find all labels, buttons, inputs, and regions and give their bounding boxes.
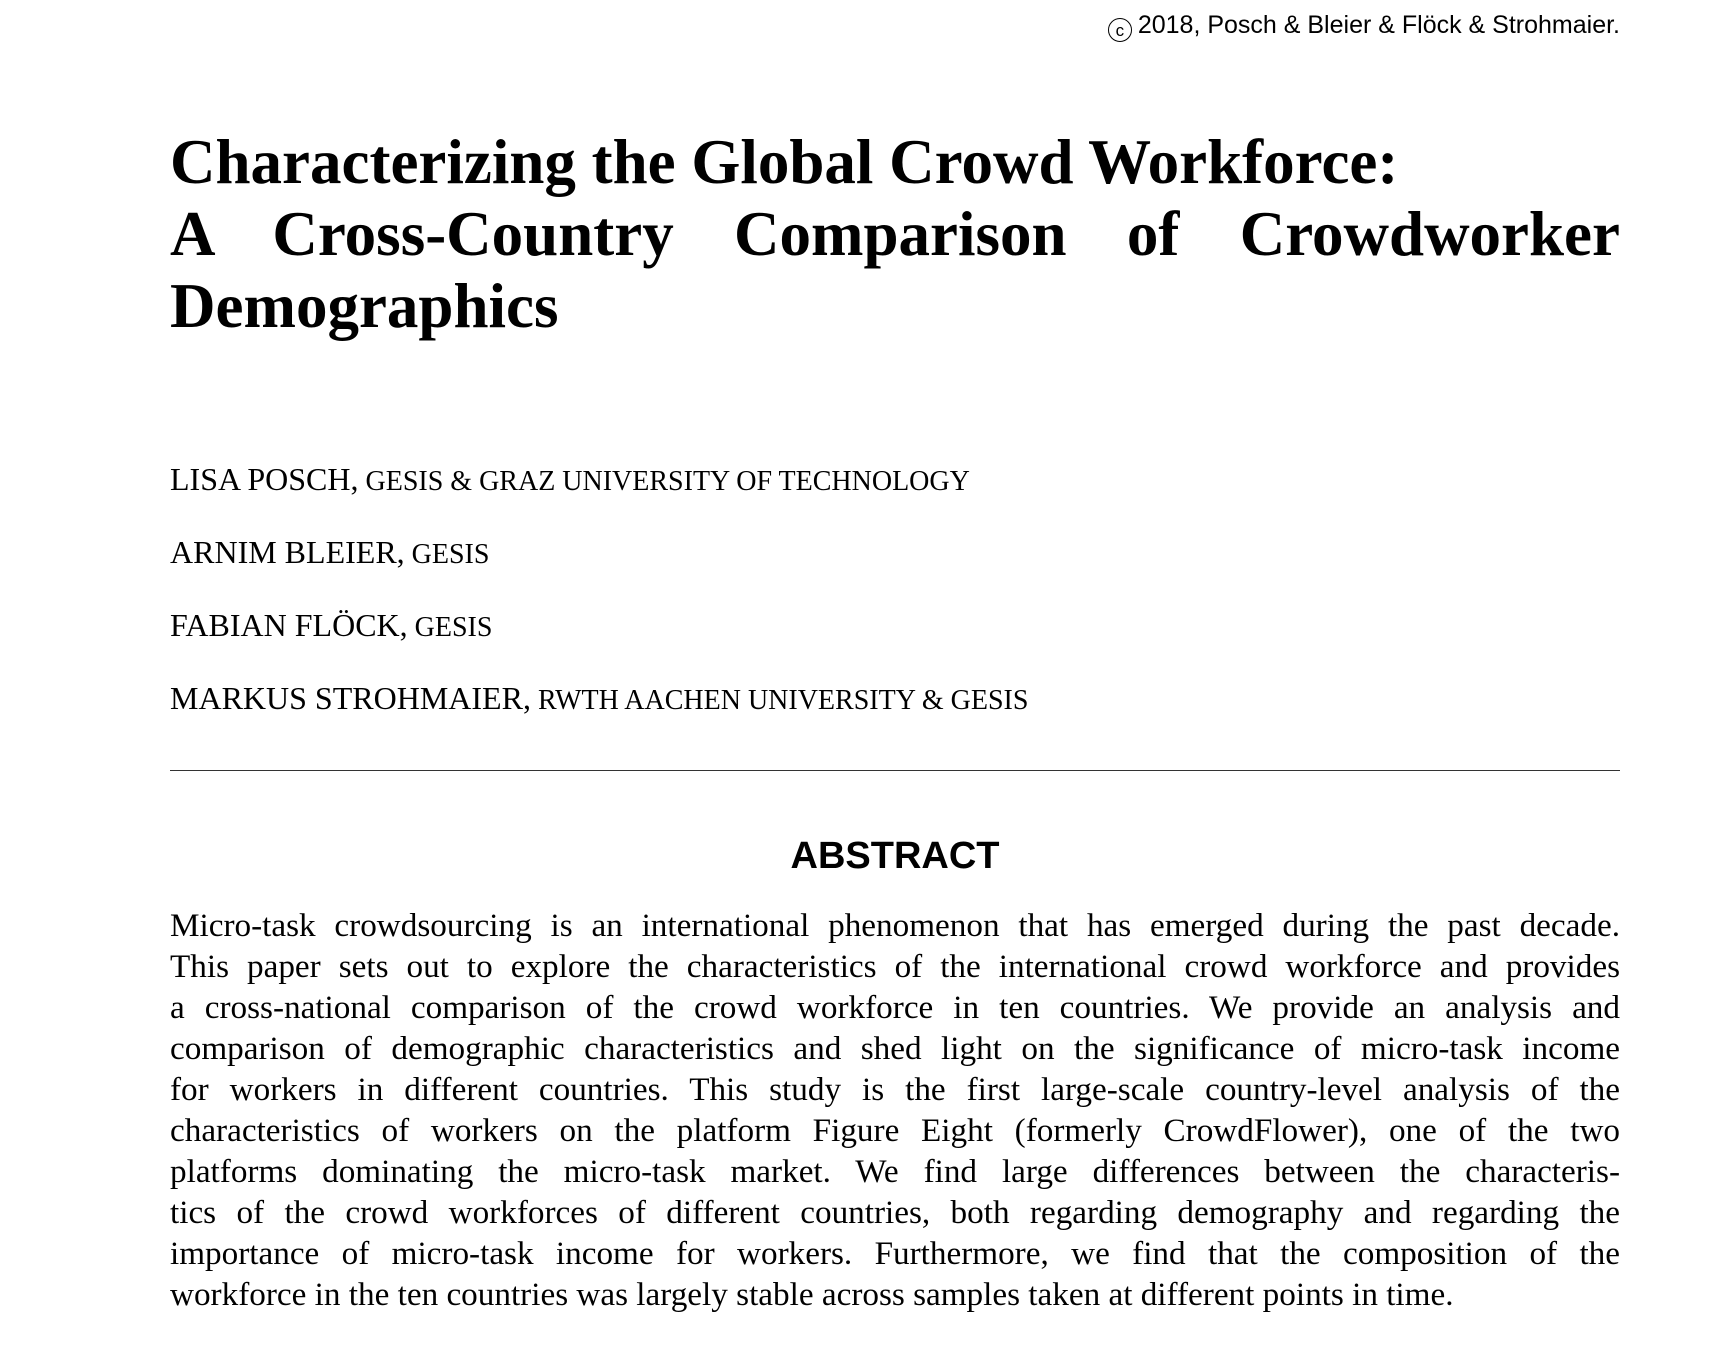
abstract-line: comparison of demographic characteristics and shed light on the significance of micro-task income xyxy=(170,1030,1620,1067)
abstract-text xyxy=(170,905,1620,1315)
horizontal-divider xyxy=(170,770,1620,771)
abstract-heading: ABSTRACT xyxy=(790,835,1000,877)
abstract-line: a cross-national comparison of the crowd workforce in ten countries. We provide an analysis and xyxy=(170,989,1620,1026)
author-affiliation: GESIS xyxy=(404,539,490,570)
abstract-line: characteristics of workers on the platform Figure Eight (formerly CrowdFlower), one of the two xyxy=(170,1112,1620,1149)
copyright-notice xyxy=(1108,10,1620,42)
title-line: Characterizing the Global Crowd Workforce: xyxy=(170,127,1399,197)
author-affiliation: GESIS xyxy=(407,612,493,643)
abstract-line: for workers in different countries. This study is the first large-scale country-level analysis of the xyxy=(170,1071,1620,1108)
abstract-line: This paper sets out to explore the characteristics of the international crowd workforce and provides xyxy=(170,948,1620,985)
author-name: ARNIM BLEIER, xyxy=(170,534,405,570)
author-affiliation: GESIS & GRAZ UNIVERSITY OF TECHNOLOGY xyxy=(358,466,970,497)
author-entry xyxy=(170,674,1620,747)
title-line: Demographics xyxy=(170,271,559,341)
author-list xyxy=(170,455,1620,747)
author-affiliation: RWTH AACHEN UNIVERSITY & GESIS xyxy=(530,685,1029,716)
paper-title xyxy=(170,126,1620,342)
author-name: LISA POSCH, xyxy=(170,461,359,497)
abstract-line: tics of the crowd workforces of different countries, both regarding demography and regarding the xyxy=(170,1194,1620,1231)
copyright-text: 2018, Posch & Bleier & Flöck & Strohmaier. xyxy=(1137,11,1620,39)
author-name: MARKUS STROHMAIER, xyxy=(170,680,531,716)
title-line: A Cross-Country Comparison of Crowdworker xyxy=(170,199,1620,269)
author-entry xyxy=(170,601,1620,674)
author-name: FABIAN FLÖCK, xyxy=(170,607,408,643)
author-entry xyxy=(170,528,1620,601)
abstract-line: importance of micro-task income for workers. Furthermore, we find that the composition of the xyxy=(170,1235,1620,1272)
copyright-icon: c xyxy=(1108,18,1132,42)
author-entry xyxy=(170,455,1620,528)
abstract-line: workforce in the ten countries was largely stable across samples taken at different points in time. xyxy=(170,1276,1454,1313)
abstract-line: platforms dominating the micro-task market. We find large differences between the characteris- xyxy=(170,1153,1620,1190)
abstract-line: Micro-task crowdsourcing is an international phenomenon that has emerged during the past decade. xyxy=(170,907,1620,944)
